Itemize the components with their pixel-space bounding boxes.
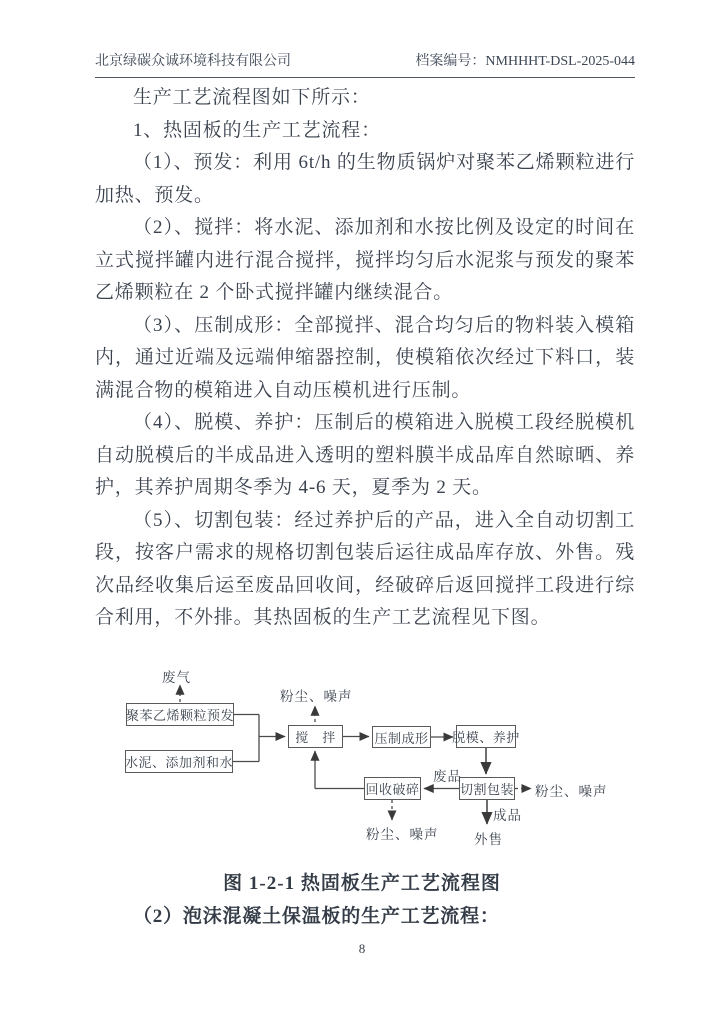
label-waste: 废品: [433, 769, 462, 784]
figure-caption: 图 1-2-1 热固板生产工艺流程图: [223, 873, 501, 894]
label-dust-noise-cut: 粉尘、噪声: [535, 784, 608, 799]
node-cement-additives-water: 水泥、添加剂和水: [125, 750, 233, 773]
paragraph: （2）、搅拌：将水泥、添加剂和水按比例及设定的时间在立式搅拌罐内进行混合搅拌，搅拌均匀后水泥浆与预发的聚苯乙烯颗粒在 2 个卧式搅拌罐内继续混合。: [95, 217, 635, 303]
paragraph: （5）、切割包装：经过养护后的产品，进入全自动切割工段，按客户需求的规格切割包装后运往成品库存放、外售。残次品经收集后运至废品回收间，经破碎后返回搅拌工段进行综合利用，不外排。其热固板的生产工艺流程见下图。: [95, 509, 635, 628]
node-demold-curing: 脱模、养护: [456, 725, 516, 748]
label-external-sale: 外售: [474, 832, 503, 847]
section-heading: （2）泡沫混凝土保温板的生产工艺流程：: [133, 906, 500, 927]
archive-number: 档案编号：NMHHHT-DSL-2025-044: [415, 54, 635, 69]
paragraph: （4）、脱模、养护：压制后的模箱进入脱模工段经脱模机自动脱模后的半成品进入透明的塑料膜半成品库自然晾晒、养护，其养护周期冬季为 4-6 天，夏季为 2 天。: [95, 412, 635, 498]
page-number: 8: [358, 941, 366, 956]
flow-diagram: [118, 658, 618, 856]
page-header: [95, 50, 635, 78]
company-name: 北京绿碳众诚环境科技有限公司: [95, 54, 291, 69]
label-dust-noise-recycle: 粉尘、噪声: [366, 827, 439, 842]
label-waste-gas: 废气: [162, 670, 191, 685]
label-dust-noise-mix: 粉尘、噪声: [280, 689, 353, 704]
node-prefoam: 聚苯乙烯颗粒预发: [126, 703, 234, 726]
paragraph: 1、热固板的生产工艺流程：: [133, 119, 381, 141]
node-press-forming: 压制成形: [372, 726, 431, 748]
body-text: [95, 82, 635, 635]
node-mixing: 搅 拌: [288, 725, 343, 748]
node-recycle-crushing: 回收破碎: [364, 777, 421, 800]
paragraph: 生产工艺流程图如下所示：: [133, 87, 371, 108]
paragraph: （1）、预发：利用 6t/h 的生物质锅炉对聚苯乙烯颗粒进行加热、预发。: [95, 152, 635, 206]
node-cutting-packaging: 切割包装: [459, 777, 515, 800]
paragraph: （3）、压制成形：全部搅拌、混合均匀后的物料装入模箱内，通过近端及远端伸缩器控制，使模箱依次经过下料口，装满混合物的模箱进入自动压模机进行压制。: [95, 314, 635, 401]
label-product: 成品: [493, 808, 522, 823]
